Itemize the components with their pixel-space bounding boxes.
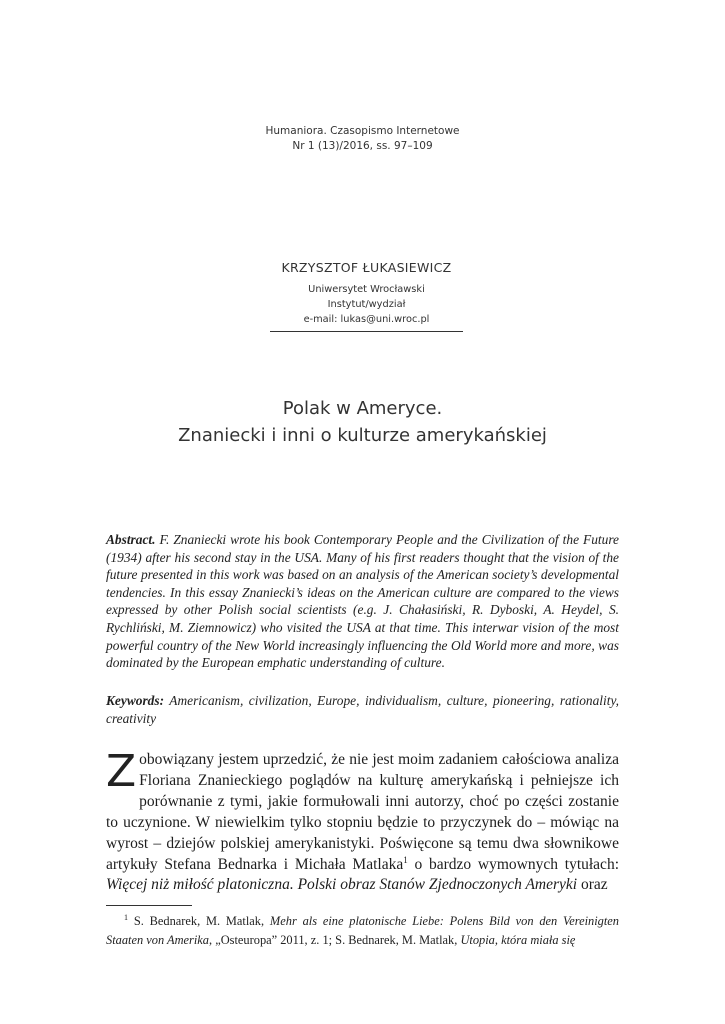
author-block — [270, 258, 463, 327]
footnote-title-1: Mehr als eine platonische Liebe: Polens Bild von den Vereinigten Staaten von Amerika — [106, 914, 619, 948]
title-line-1: Polak w Ameryce. — [282, 398, 443, 419]
author-divider — [270, 331, 463, 332]
author-department: Instytut/wydział — [327, 299, 406, 310]
footnote-authors-1: S. Bednarek, M. Matlak, — [133, 914, 265, 929]
footnote-divider — [106, 905, 192, 906]
author-email[interactable]: e-mail: lukas@uni.wroc.pl — [303, 314, 430, 325]
journal-header — [0, 124, 725, 154]
drop-cap: Z — [106, 746, 137, 797]
keywords — [106, 692, 619, 727]
footnote-source-1: , „Osteuropa” 2011, z. 1; S. Bednarek, M. Matlak, — [209, 933, 458, 948]
body-text-part-1: obowiązany jestem uprzedzić, że nie jest moim zadaniem całościowa analiza Floriana Znanieckiego poglądów na kulturę amerykańską i pełniejsze ich porównanie z tymi, jakie formułowali inni autorzy, choć po części zostanie to uczynione. W niewielkim tylko stopniu będzie to przyczynek do – mówiąc na wyrost – dziejów polskiej amerykanistyki. Poświęcone są temu dwa słownikowe artykuły Stefana Bednarka i Michała Matlaka — [106, 751, 619, 873]
abstract-label: Abstract. — [106, 532, 156, 547]
author-affiliation: Uniwersytet Wrocławski — [308, 284, 425, 295]
footnote — [106, 908, 619, 950]
footnote-number: 1 — [124, 913, 128, 922]
journal-title: Humaniora. Czasopismo Internetowe — [265, 125, 460, 137]
journal-issue: Nr 1 (13)/2016, ss. 97–109 — [292, 140, 433, 152]
body-italic-titles: Więcej niż miłość platoniczna. Polski obraz Stanów Zjednoczonych Ameryki — [106, 876, 578, 894]
title-line-2: Znaniecki i inni o kulturze amerykańskiej — [178, 425, 547, 446]
body-text-part-2: o bardzo wymownych tytułach: — [407, 855, 619, 873]
abstract-text: F. Znaniecki wrote his book Contemporary People and the Civilization of the Future (1934) after his second stay in the USA. Many of his first readers thought that the vision of the future presented in this work was based on an analysis of the American society’s developmental tendencies. In this essay Znaniecki’s ideas on the American culture are compared to the views expressed by other Polish social scientists (e.g. J. Chałasiński, R. Dyboski, A. Heydel, S. Rychliński, M. Ziemnowicz) who visited the USA at that time. This interwar vision of the most powerful country of the New World increasingly influencing the Old World more and more, was dominated by the European emphatic understanding of culture. — [106, 532, 619, 671]
footnote-title-2: Utopia, która miała się — [460, 933, 576, 948]
footnote-reference[interactable]: 1 — [403, 854, 408, 865]
body-paragraph — [106, 746, 619, 896]
abstract — [106, 531, 619, 672]
keywords-text: Americanism, civilization, Europe, individualism, culture, pioneering, rationality, creativity — [106, 693, 619, 726]
article-title — [0, 395, 725, 449]
keywords-label: Keywords: — [106, 693, 165, 708]
body-text-part-3: oraz — [577, 876, 608, 894]
author-name: KRZYSZTOF ŁUKASIEWICZ — [281, 260, 452, 275]
